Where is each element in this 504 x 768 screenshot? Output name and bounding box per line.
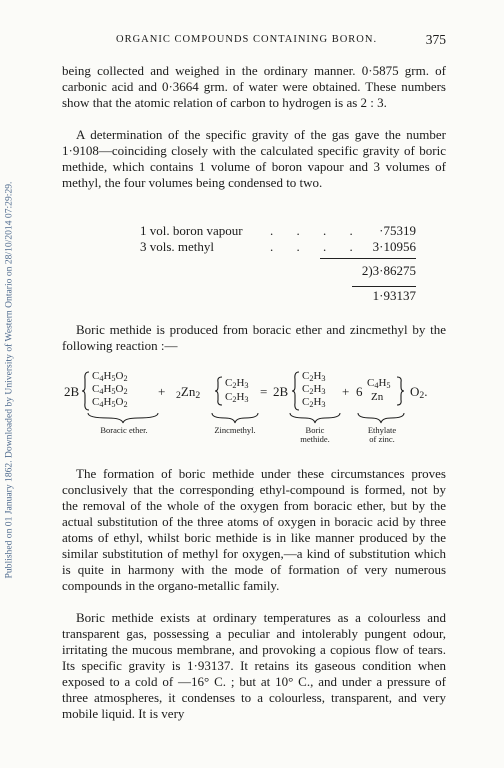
label-boric-methide-2: methide. — [300, 434, 330, 444]
paragraph-1: being collected and weighed in the ordinary manner. 0·5875 grm. of carbonic acid and 0·3664 grm. of water were obtained. These numbers show that the atomic relation of carbon to hydrogen is as 2 : 3. — [62, 63, 446, 110]
calc-label-boron: 1 vol. boron vapour — [140, 223, 243, 238]
boric-formula-3: $C_2H_3$ — [302, 396, 326, 409]
underbrace-group — [62, 412, 446, 426]
right-brace-icon — [395, 376, 405, 406]
zincmethyl-formula-2: $C_2H_3$ — [225, 391, 249, 404]
zincmethyl-formula-1: $C_2H_3$ — [225, 377, 249, 390]
label-zincmethyl: Zincmethyl. — [214, 425, 256, 435]
label-boric-methide-1: Boric — [305, 425, 325, 435]
result-rule — [352, 286, 416, 287]
running-head: ORGANIC COMPOUNDS CONTAINING BORON. — [116, 34, 378, 45]
ethylate-formula-bottom: Zn — [371, 391, 384, 403]
left-brace-icon — [291, 371, 301, 411]
ethylate-formula-top: $C_4H_5$ — [367, 377, 391, 390]
specific-gravity-calculation — [140, 223, 416, 304]
calc-label-methyl: 3 vols. methyl — [140, 239, 215, 254]
side-note-text: Published on 01 January 1862. Downloaded by University of Western Ontario on 28/10/2014 07:29:29. — [3, 181, 15, 579]
boracic-formula-1: $C_4H_5O_2$ — [92, 370, 128, 383]
eq-oxygen: $O_2$. — [410, 384, 428, 401]
left-brace-icon — [214, 376, 224, 406]
eq-coefficient-2b-right: 2B — [273, 384, 289, 399]
label-ethylate-2: of zinc. — [369, 434, 395, 444]
eq-equals: = — [260, 384, 268, 399]
boric-formula-2: $C_2H_3$ — [302, 383, 326, 396]
reaction-equation — [62, 368, 446, 444]
calc-sum-value: 2)3·86275 — [361, 263, 416, 278]
calc-row-result — [140, 288, 416, 304]
calc-dots: . . . . — [270, 239, 363, 254]
calc-value-boron: ·75319 — [379, 223, 416, 238]
calc-row-boron — [140, 223, 416, 239]
eq-plus-2: + — [342, 384, 350, 399]
boracic-formula-2: $C_4H_5O_2$ — [92, 383, 128, 396]
calc-dots: . . . . — [270, 223, 363, 238]
paragraph-3: Boric methide is produced from boracic ether and zincmethyl by the following reaction :— — [62, 322, 446, 353]
download-side-note — [2, 30, 16, 730]
eq-plus-1: + — [158, 384, 166, 399]
calc-row-sum — [140, 263, 416, 279]
calc-row-methyl — [140, 239, 416, 255]
eq-zinc-term: $_2Zn_2$ — [176, 384, 201, 401]
page-header — [62, 32, 446, 50]
eq-coefficient-2b: 2B — [64, 384, 80, 399]
label-ethylate-1: Ethylate — [367, 425, 397, 435]
sum-rule — [320, 258, 416, 259]
calc-value-methyl: 3·10956 — [372, 239, 416, 254]
page-number: 375 — [425, 32, 446, 47]
paragraph-2: A determination of the specific gravity of the gas gave the number 1·9108—coinciding closely with the calculated specific gravity of boric methide, which contains 1 volume of boron vapour and 3 volumes of methyl, the four volumes being condensed to two. — [62, 127, 446, 190]
boracic-formula-3: $C_4H_5O_2$ — [92, 396, 128, 409]
boric-formula-1: $C_2H_3$ — [302, 370, 326, 383]
paragraph-5: Boric methide exists at ordinary temperatures as a colourless and transparent gas, possessing a peculiar and intolerably pungent odour, irritating the mucous membrane, and provoking a copious flow of tears. Its specific gravity is 1·93137. It retains its gaseous condition when exposed to a cold of —16° C. ; but at 10° C., and under a pressure of three atmospheres, it condenses to a colourless, transparent, and very mobile liquid. It is very — [62, 610, 446, 721]
calc-result-value: 1·93137 — [372, 288, 416, 303]
label-boracic-ether: Boracic ether. — [100, 425, 148, 435]
eq-coefficient-6: 6 — [356, 384, 363, 399]
paragraph-4: The formation of boric methide under these circumstances proves conclusively that the corresponding ethyl-compound is formed, not by the removal of the whole of the oxygen from boracic ether, but by the actual substitution of the three atoms of oxygen in boracic acid by three atoms of ethyl, whilst boric methide is in like manner produced by the similar substitution of methyl for oxygen,—a kind of substitution which is quite in harmony with the mode of formation of very numerous compounds in the organo-metallic family. — [62, 466, 446, 593]
left-brace-icon — [81, 371, 91, 411]
